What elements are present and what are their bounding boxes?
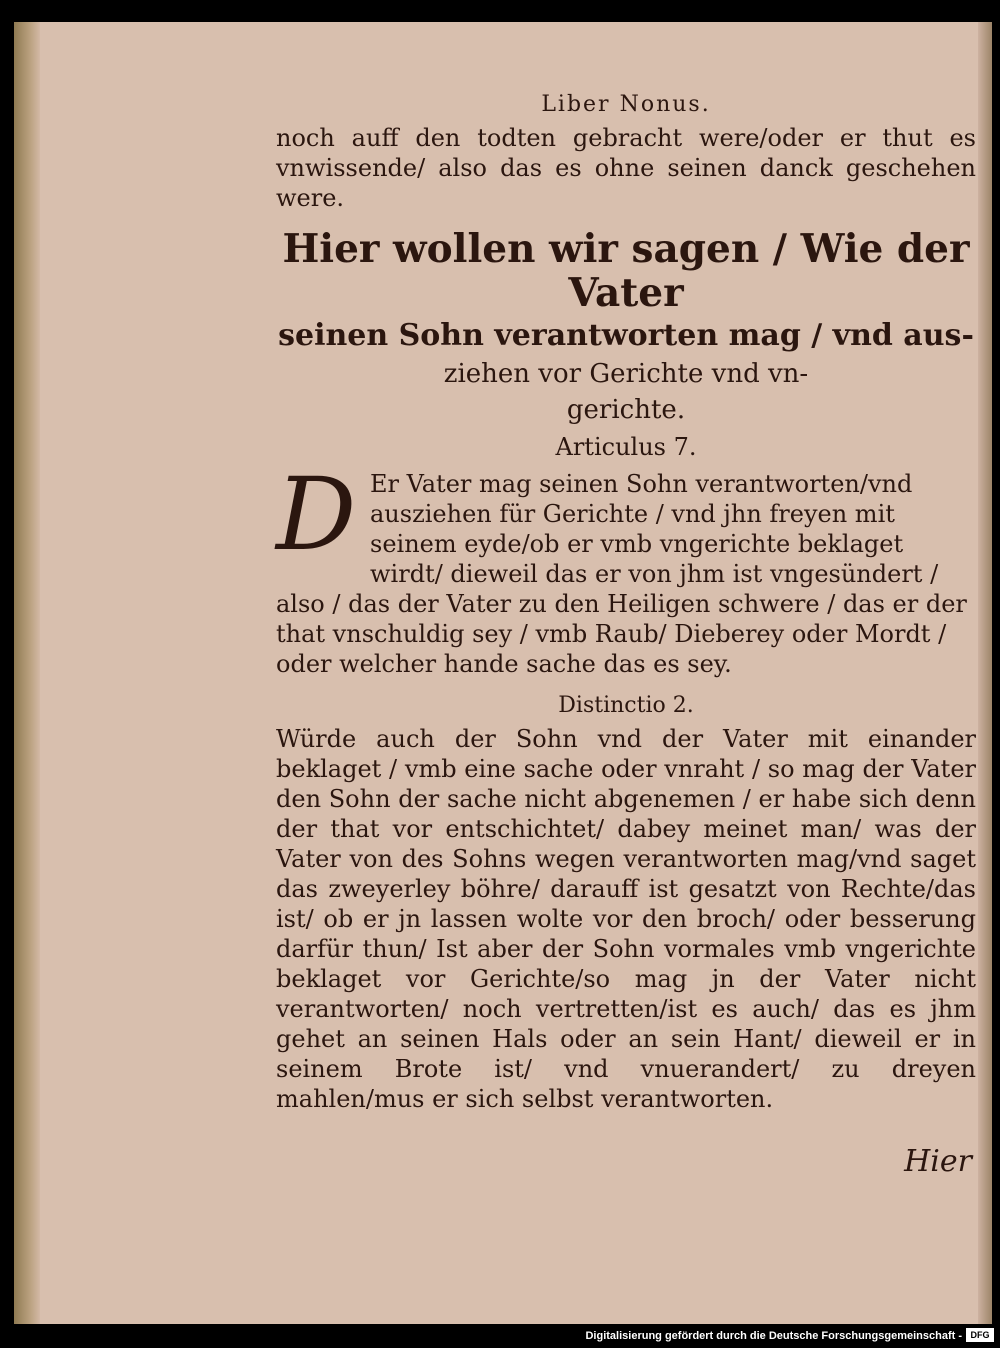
article-label: Articulus 7. bbox=[555, 433, 697, 461]
running-header: Liber Nonus. bbox=[541, 92, 711, 117]
opening-paragraph: noch auff den todten gebracht were/oder er thut es vnwissende/ also das es ohne seinen danck geschehen were. bbox=[276, 124, 976, 212]
catchword: Hier bbox=[904, 1144, 972, 1179]
page-edge bbox=[978, 22, 992, 1324]
digitization-footer bbox=[0, 1324, 1000, 1348]
section-heading-line-2: seinen Sohn verantworten mag / vnd aus- bbox=[278, 318, 974, 353]
dfg-logo: DFG bbox=[966, 1328, 994, 1342]
page-gutter-shadow bbox=[14, 22, 40, 1324]
article-text: Er Vater mag seinen Sohn verantworten/vnd ausziehen für Gerichte / vnd jhn freyen mit seinem eyde/ob er vmb vngerichte beklaget wirdt/ dieweil das er von jhm ist vngesündert / also / das der Vater zu den Heiligen schwere / das er der that vnschuldig sey / vmb Raub/ Dieberey oder Mordt / oder welcher hande sache das es sey. bbox=[276, 470, 967, 678]
article-paragraph bbox=[276, 456, 976, 679]
distinction-paragraph: Würde auch der Sohn vnd der Vater mit einander beklaget / vmb eine sache oder vnraht / so mag der Vater den Sohn der sache nicht abgenemen / er habe sich denn der that vor entschichtet/ dabey meinet man/ was der Vater von des Sohns wegen verantworten mag/vnd saget das zweyerley böhre/ darauff ist gesatzt von Rechte/das ist/ ob er jn lassen wolte vor den broch/ oder besserung darfür thun/ Ist aber der Sohn vormales vmb vngerichte beklaget vor Gerichte/so mag jn der Vater nicht verantworten/ noch vertretten/ist es auch/ das es jhm gehet an seinen Hals oder an sein Hant/ dieweil er in seinem Brote ist/ vnd vnuerandert/ zu dreyen mahlen/mus er sich selbst verantworten. bbox=[276, 725, 976, 1113]
section-heading-line-4: gerichte. bbox=[566, 395, 686, 425]
distinction-label: Distinctio 2. bbox=[558, 693, 694, 718]
book-page bbox=[14, 22, 992, 1324]
funding-credit: Digitalisierung gefördert durch die Deutsche Forschungsgemeinschaft - bbox=[585, 1330, 962, 1342]
section-heading-line-1: Hier wollen wir sagen / Wie der Vater bbox=[282, 226, 970, 316]
page-text-block bbox=[276, 92, 976, 1114]
decorated-initial: D bbox=[276, 456, 357, 573]
section-heading-line-3: ziehen vor Gerichte vnd vn- bbox=[443, 359, 809, 389]
